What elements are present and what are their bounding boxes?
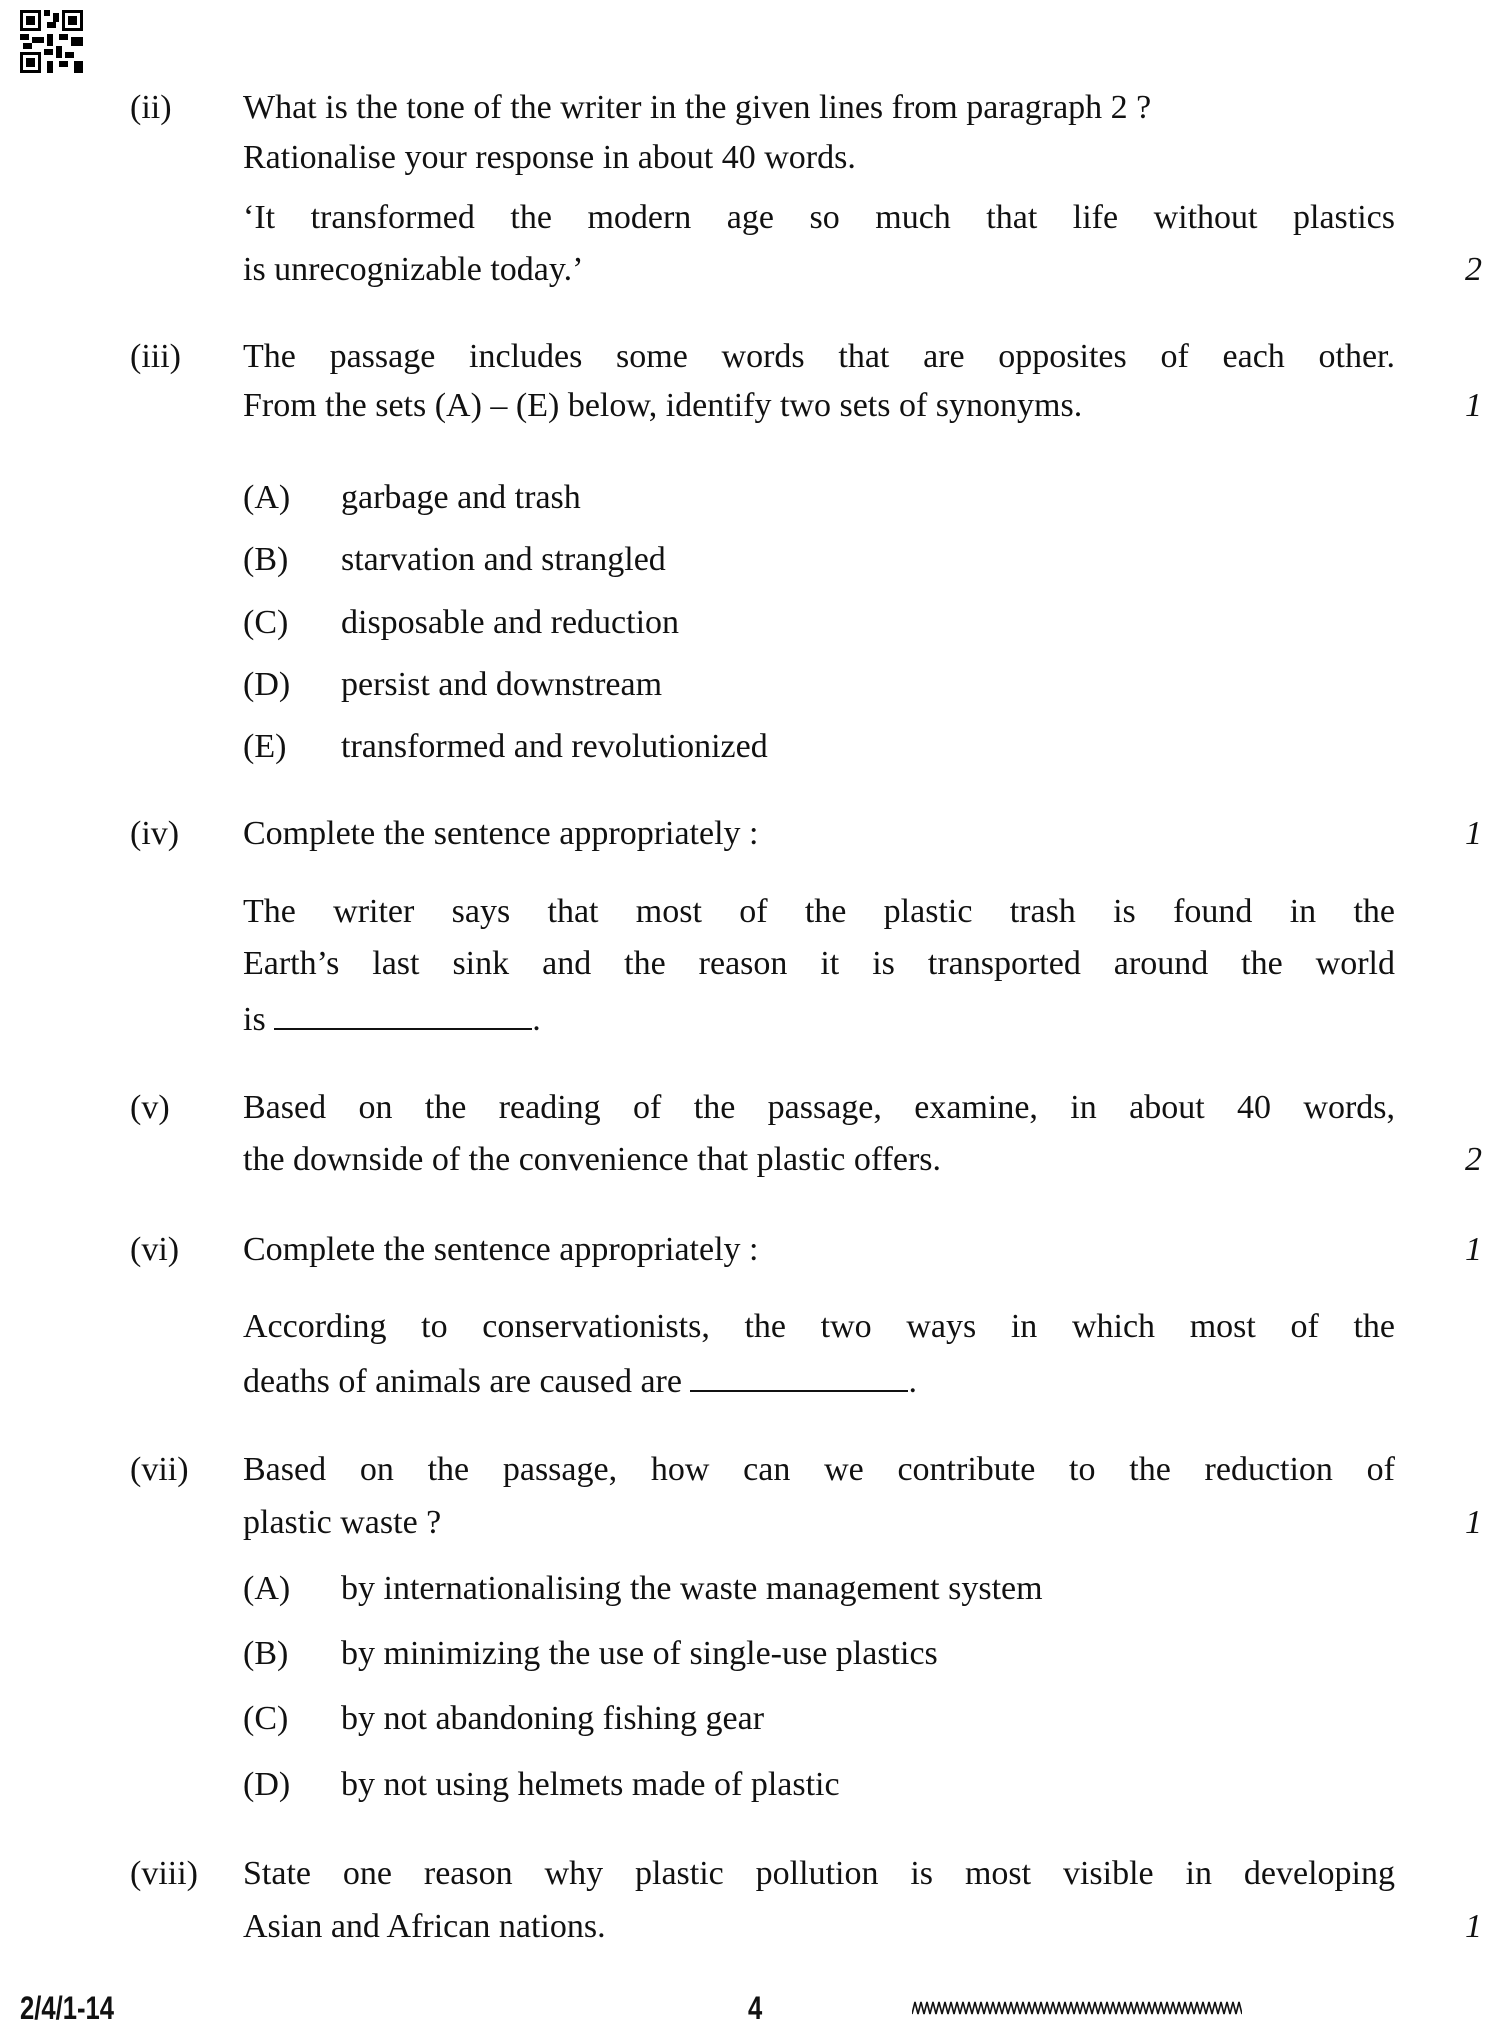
option-label: (D) <box>243 666 291 703</box>
question-text: Asian and African nations. <box>243 1908 606 1945</box>
option-label: (C) <box>243 1700 289 1737</box>
question-text: From the sets (A) – (E) below, identify two sets of synonyms. <box>243 387 1083 424</box>
question-text: State one reason why plastic pollution is most visible in developing <box>243 1855 1395 1892</box>
question-number: (vi) <box>130 1231 180 1268</box>
sentence-text: Earth’s last sink and the reason it is transported around the world <box>243 945 1395 982</box>
sentence-text: The writer says that most of the plastic trash is found in the <box>243 893 1395 930</box>
marks: 1 <box>1465 815 1482 852</box>
answer-blank <box>690 1360 908 1392</box>
question-number: (iv) <box>130 815 180 852</box>
quote-text: is unrecognizable today.’ <box>243 251 584 288</box>
page-number: 4 <box>748 1990 763 2026</box>
question-text: What is the tone of the writer in the given lines from paragraph 2 ? <box>243 89 1152 126</box>
option-label: (E) <box>243 728 287 765</box>
option-label: (A) <box>243 479 291 516</box>
option-text: starvation and strangled <box>341 541 666 578</box>
option-text: garbage and trash <box>341 479 581 516</box>
option-label: (B) <box>243 541 289 578</box>
question-number: (ii) <box>130 89 172 126</box>
option-label: (A) <box>243 1570 291 1607</box>
option-label: (B) <box>243 1635 289 1672</box>
marks: 2 <box>1465 251 1482 288</box>
option-text: by not abandoning fishing gear <box>341 1700 765 1737</box>
marks: 1 <box>1465 1908 1482 1945</box>
marks: 1 <box>1465 1231 1482 1268</box>
question-text: the downside of the convenience that plastic offers. <box>243 1141 942 1178</box>
question-number: (vii) <box>130 1451 189 1488</box>
answer-blank <box>274 998 532 1030</box>
question-text: The passage includes some words that are opposites of each other. <box>243 338 1395 375</box>
question-text: Based on the reading of the passage, examine, in about 40 words, <box>243 1089 1395 1126</box>
qr-code <box>20 10 83 73</box>
question-text: Complete the sentence appropriately : <box>243 815 759 852</box>
option-text: persist and downstream <box>341 666 663 703</box>
option-label: (C) <box>243 604 289 641</box>
sentence-text: is <box>243 1001 266 1038</box>
option-text: by internationalising the waste management system <box>341 1570 1043 1607</box>
marks: 1 <box>1465 1504 1482 1541</box>
marks: 2 <box>1465 1141 1482 1178</box>
paper-code: 2/4/1-14 <box>20 1990 114 2026</box>
decorative-wave-line <box>912 2000 1242 2018</box>
question-text: plastic waste ? <box>243 1504 442 1541</box>
option-text: transformed and revolutionized <box>341 728 768 765</box>
marks: 1 <box>1465 387 1482 424</box>
sentence-text: deaths of animals are caused are <box>243 1363 682 1400</box>
sentence-blank-line: deaths of animals are caused are . <box>243 1360 1395 1402</box>
question-number: (iii) <box>130 338 181 375</box>
option-text: by not using helmets made of plastic <box>341 1766 840 1803</box>
question-text: Based on the passage, how can we contribute to the reduction of <box>243 1451 1395 1488</box>
question-text: Rationalise your response in about 40 words. <box>243 139 856 176</box>
question-text: Complete the sentence appropriately : <box>243 1231 759 1268</box>
question-number: (v) <box>130 1089 170 1126</box>
sentence-blank-line: is . <box>243 998 1395 1040</box>
option-label: (D) <box>243 1766 291 1803</box>
quote-text: ‘It transformed the modern age so much that life without plastics <box>243 199 1395 236</box>
option-text: by minimizing the use of single-use plastics <box>341 1635 938 1672</box>
question-number: (viii) <box>130 1855 198 1892</box>
option-text: disposable and reduction <box>341 604 680 641</box>
sentence-text: According to conservationists, the two ways in which most of the <box>243 1308 1395 1345</box>
